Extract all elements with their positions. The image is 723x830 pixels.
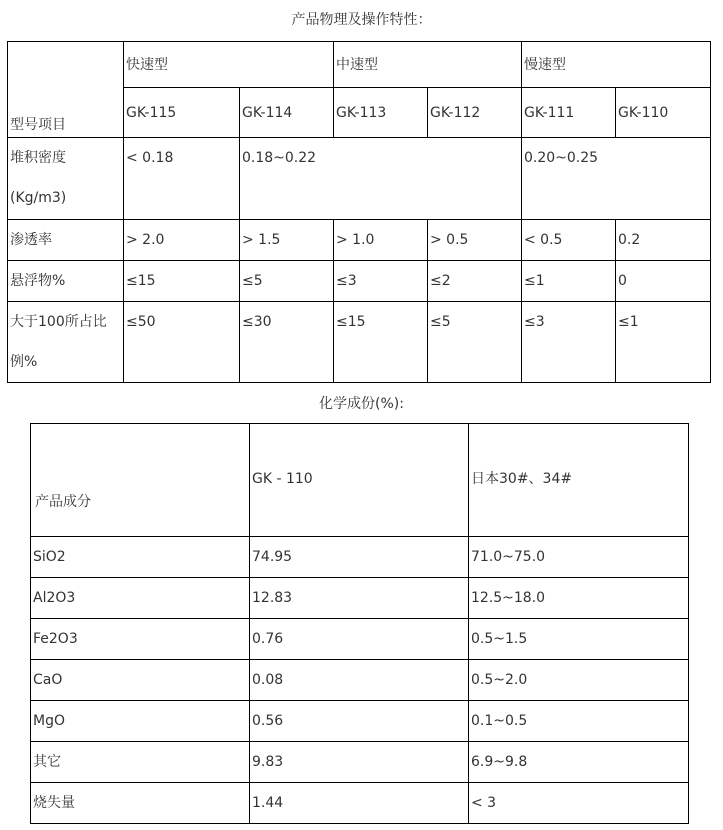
physical-properties-table xyxy=(7,41,711,383)
density-gk111-110: 0.20~0.25 xyxy=(522,138,711,220)
model-gk112: GK-112 xyxy=(428,88,522,138)
row-fe2o3-gk: 0.76 xyxy=(250,619,469,660)
row-al2o3-jp: 12.5~18.0 xyxy=(469,578,689,619)
row-fe2o3-jp: 0.5~1.5 xyxy=(469,619,689,660)
chemical-composition-table xyxy=(30,423,689,824)
group-medium: 中速型 xyxy=(334,42,522,88)
over100-gk115: ≤50 xyxy=(124,302,240,383)
header-item-cell xyxy=(8,42,124,138)
permeability-gk113: > 1.0 xyxy=(334,220,428,261)
row-sio2-gk: 74.95 xyxy=(250,537,469,578)
header-item-label: 型号项目 xyxy=(10,117,66,133)
model-gk113: GK-113 xyxy=(334,88,428,138)
group-fast: 快速型 xyxy=(124,42,334,88)
row-cao-jp: 0.5~2.0 xyxy=(469,660,689,701)
row-cao-gk: 0.08 xyxy=(250,660,469,701)
suspended-gk110: 0 xyxy=(616,261,711,302)
permeability-label: 渗透率 xyxy=(8,220,124,261)
group-slow: 慢速型 xyxy=(522,42,711,88)
row-al2o3-gk: 12.83 xyxy=(250,578,469,619)
model-gk114: GK-114 xyxy=(240,88,334,138)
header-gk110: GK - 110 xyxy=(250,424,469,537)
density-label-line2: (Kg/m3) xyxy=(10,190,67,206)
over100-gk114: ≤30 xyxy=(240,302,334,383)
row-other-jp: 6.9~9.8 xyxy=(469,742,689,783)
over100-gk110: ≤1 xyxy=(616,302,711,383)
suspended-gk112: ≤2 xyxy=(428,261,522,302)
row-sio2-name: SiO2 xyxy=(31,537,250,578)
model-gk115: GK-115 xyxy=(124,88,240,138)
header-component: 产品成分 xyxy=(31,424,250,537)
suspended-gk114: ≤5 xyxy=(240,261,334,302)
row-mgo-gk: 0.56 xyxy=(250,701,469,742)
over100-label: 大于100所占比例% xyxy=(8,302,124,383)
over100-gk112: ≤5 xyxy=(428,302,522,383)
row-loi-jp: < 3 xyxy=(469,783,689,824)
density-label-line1: 堆积密度 xyxy=(10,150,66,166)
permeability-gk111: < 0.5 xyxy=(522,220,616,261)
suspended-gk113: ≤3 xyxy=(334,261,428,302)
physical-caption: 产品物理及操作特性： xyxy=(291,12,432,28)
row-cao-name: CaO xyxy=(31,660,250,701)
suspended-label: 悬浮物% xyxy=(8,261,124,302)
row-fe2o3-name: Fe2O3 xyxy=(31,619,250,660)
row-loi-gk: 1.44 xyxy=(250,783,469,824)
model-gk111: GK-111 xyxy=(522,88,616,138)
row-mgo-jp: 0.1~0.5 xyxy=(469,701,689,742)
row-other-gk: 9.83 xyxy=(250,742,469,783)
over100-gk111: ≤3 xyxy=(522,302,616,383)
over100-gk113: ≤15 xyxy=(334,302,428,383)
permeability-gk114: > 1.5 xyxy=(240,220,334,261)
suspended-gk111: ≤1 xyxy=(522,261,616,302)
row-sio2-jp: 71.0~75.0 xyxy=(469,537,689,578)
permeability-gk115: > 2.0 xyxy=(124,220,240,261)
model-gk110: GK-110 xyxy=(616,88,711,138)
header-japan: 日本30#、34# xyxy=(469,424,689,537)
density-gk115: < 0.18 xyxy=(124,138,240,220)
density-label xyxy=(8,138,124,220)
row-al2o3-name: Al2O3 xyxy=(31,578,250,619)
suspended-gk115: ≤15 xyxy=(124,261,240,302)
row-loi-name: 烧失量 xyxy=(31,783,250,824)
chemical-caption: 化学成份(%): xyxy=(319,396,404,412)
density-gk114-112: 0.18~0.22 xyxy=(240,138,522,220)
permeability-gk110: 0.2 xyxy=(616,220,711,261)
row-other-name: 其它 xyxy=(31,742,250,783)
permeability-gk112: > 0.5 xyxy=(428,220,522,261)
row-mgo-name: MgO xyxy=(31,701,250,742)
